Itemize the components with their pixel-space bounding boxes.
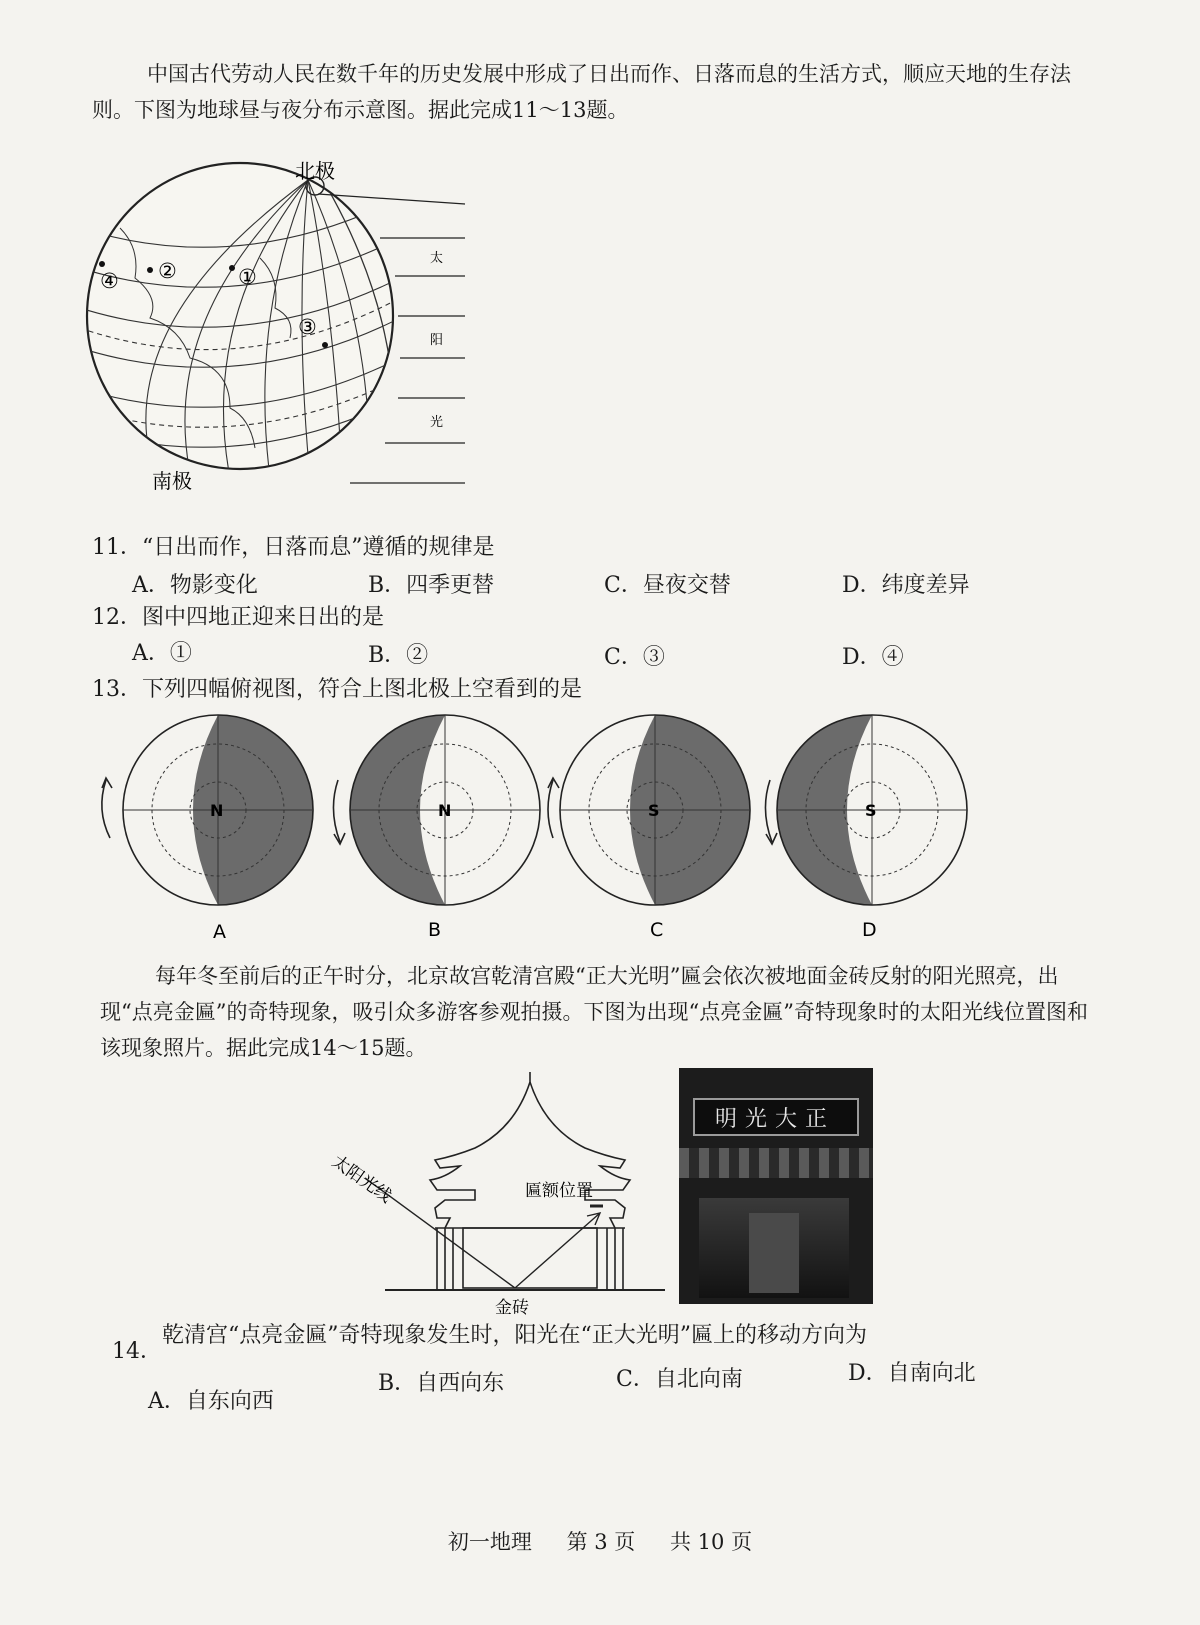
q11-option-c[interactable]: C．昼夜交替 bbox=[604, 573, 731, 598]
svg-text:S: S bbox=[648, 801, 660, 820]
polar-view-b[interactable] bbox=[330, 710, 550, 940]
globe-figure bbox=[80, 158, 500, 498]
brick-label: 金砖 bbox=[495, 1298, 529, 1318]
footer-page: 第 3 页 bbox=[566, 1530, 636, 1554]
svg-text:N: N bbox=[210, 801, 224, 820]
polar-view-d[interactable] bbox=[762, 710, 982, 940]
q12-option-a[interactable]: A．① bbox=[132, 641, 192, 666]
point-4: ④ bbox=[100, 269, 119, 293]
polar-label-a: A bbox=[213, 921, 226, 940]
north-pole-label: 北极 bbox=[295, 159, 335, 183]
footer-subject: 初一地理 bbox=[447, 1530, 532, 1554]
q12-option-b[interactable]: B．② bbox=[368, 643, 429, 668]
question-13: 13．下列四幅俯视图，符合上图北极上空看到的是 bbox=[92, 677, 583, 702]
page-footer bbox=[0, 1526, 1200, 1556]
polar-label-d: D bbox=[862, 919, 877, 940]
intro-paragraph-2: 每年冬至前后的正午时分，北京故宫乾清宫殿“正大光明”匾会依次被地面金砖反射的阳光照亮，出现“点亮金匾”的奇特现象，吸引众多游客参观拍摄。下图为出现“点亮金匾”奇特现象时的太阳光线位置图和该现象照片。据此完成14～15题。 bbox=[100, 964, 1088, 1060]
q14-option-a[interactable]: A．自东向西 bbox=[148, 1389, 274, 1414]
question-14: 14． bbox=[112, 1339, 162, 1364]
point-1: ① bbox=[238, 265, 257, 289]
intro-paragraph-1: 中国古代劳动人民在数千年的历史发展中形成了日出而作、日落而息的生活方式，顺应天地的生存法则。下图为地球昼与夜分布示意图。据此完成11～13题。 bbox=[92, 62, 1071, 122]
sun-char-3: 光 bbox=[430, 415, 444, 430]
q11-option-a[interactable]: A．物影变化 bbox=[132, 573, 258, 598]
plaque-label: 匾额位置 bbox=[525, 1181, 593, 1201]
question-12: 12．图中四地正迎来日出的是 bbox=[92, 605, 385, 630]
sunray-label: 太阳光线 bbox=[328, 1151, 396, 1208]
svg-text:S: S bbox=[865, 801, 877, 820]
polar-view-a[interactable] bbox=[88, 710, 318, 940]
palace-photo bbox=[679, 1068, 873, 1304]
svg-text:N: N bbox=[438, 801, 452, 820]
point-2: ② bbox=[158, 259, 177, 283]
sun-char-1: 太 bbox=[430, 251, 444, 266]
polar-label-c: C bbox=[650, 919, 664, 940]
polar-view-c[interactable] bbox=[545, 710, 765, 940]
q14-option-b[interactable]: B．自西向东 bbox=[378, 1371, 505, 1396]
q11-option-d[interactable]: D．纬度差异 bbox=[842, 573, 970, 598]
q14-option-d[interactable]: D．自南向北 bbox=[848, 1361, 976, 1386]
q11-option-b[interactable]: B．四季更替 bbox=[368, 573, 495, 598]
palace-diagram bbox=[325, 1068, 685, 1353]
footer-total: 共 10 页 bbox=[670, 1530, 753, 1554]
point-3: ③ bbox=[298, 315, 317, 339]
sun-char-2: 阳 bbox=[430, 333, 444, 348]
q12-option-d[interactable]: D．④ bbox=[842, 645, 904, 670]
question-11: 11．“日出而作，日落而息”遵循的规律是 bbox=[92, 535, 495, 560]
plaque-text: 明光大正 bbox=[714, 1107, 835, 1132]
q14-option-c[interactable]: C．自北向南 bbox=[616, 1367, 743, 1392]
q12-option-c[interactable]: C．③ bbox=[604, 645, 665, 670]
south-pole-label: 南极 bbox=[152, 469, 192, 493]
polar-label-b: B bbox=[428, 919, 442, 940]
question-14-stem: 乾清宫“点亮金匾”奇特现象发生时，阳光在“正大光明”匾上的移动方向为 bbox=[162, 1323, 867, 1348]
